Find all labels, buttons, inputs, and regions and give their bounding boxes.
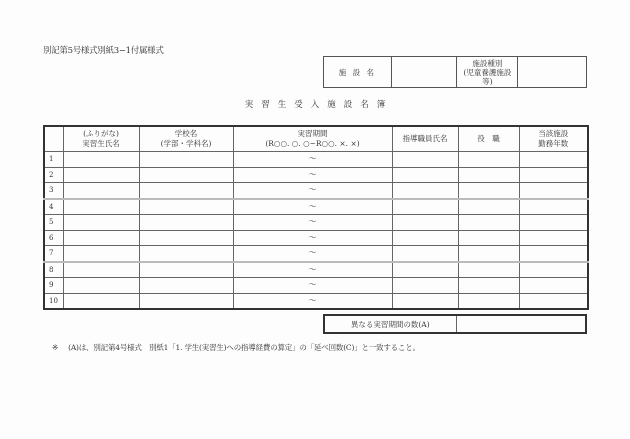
header-instructor: 指導職員氏名 xyxy=(392,126,458,152)
instructor-field[interactable] xyxy=(392,199,458,215)
school-field[interactable] xyxy=(139,278,233,294)
period-field[interactable]: ～ xyxy=(233,262,392,278)
row-number: 5 xyxy=(44,215,63,231)
facility-type-label-line: (児童養護施設 xyxy=(463,67,512,77)
form-code: 別記第5号様式別紙3−1付属様式 xyxy=(43,46,164,56)
header-position: 役 職 xyxy=(458,126,519,152)
school-field[interactable] xyxy=(139,230,233,246)
facility-name-field[interactable] xyxy=(391,57,457,88)
row-number: 6 xyxy=(44,230,63,246)
summary-value-field[interactable] xyxy=(456,315,586,333)
header-line: 当該施設 xyxy=(538,129,569,138)
facility-info-box xyxy=(323,56,587,88)
header-line: 実習期間 xyxy=(297,129,328,138)
position-field[interactable] xyxy=(458,167,519,183)
row-number: 7 xyxy=(44,246,63,262)
position-field[interactable] xyxy=(458,199,519,215)
facility-type-label-line: 施設種別 xyxy=(472,58,503,68)
period-field[interactable]: ～ xyxy=(233,278,392,294)
school-field[interactable] xyxy=(139,262,233,278)
table-header-row xyxy=(44,126,588,152)
trainee-table xyxy=(43,125,589,310)
note-text: (A)は、別記第4号様式 別紙1「1. 学生(実習生)への指導経費の算定」の「延べ回数(C)」と一致すること。 xyxy=(68,343,420,352)
facility-type-label xyxy=(457,57,518,88)
instructor-field[interactable] xyxy=(392,167,458,183)
table-row xyxy=(44,293,588,309)
header-school xyxy=(139,126,233,152)
table-row xyxy=(44,167,588,183)
instructor-field[interactable] xyxy=(392,215,458,231)
table-row xyxy=(44,230,588,246)
trainee-name-field[interactable] xyxy=(63,278,139,294)
header-line: (R○○. ○. ○~R○○. ×. ×) xyxy=(265,139,360,148)
period-field[interactable]: ～ xyxy=(233,215,392,231)
trainee-name-field[interactable] xyxy=(63,199,139,215)
header-line: 勤務年数 xyxy=(538,139,569,148)
trainee-name-field[interactable] xyxy=(63,293,139,309)
years-field[interactable] xyxy=(519,230,588,246)
row-number: 3 xyxy=(44,183,63,199)
trainee-name-field[interactable] xyxy=(63,167,139,183)
facility-type-label-line: 等) xyxy=(482,76,493,86)
table-row xyxy=(44,215,588,231)
trainee-name-field[interactable] xyxy=(63,246,139,262)
position-field[interactable] xyxy=(458,183,519,199)
instructor-field[interactable] xyxy=(392,278,458,294)
years-field[interactable] xyxy=(519,246,588,262)
school-field[interactable] xyxy=(139,183,233,199)
header-no xyxy=(44,126,63,152)
header-line: 実習生氏名 xyxy=(82,139,120,148)
trainee-name-field[interactable] xyxy=(63,230,139,246)
trainee-name-field[interactable] xyxy=(63,152,139,168)
header-trainee-name xyxy=(63,126,139,152)
instructor-field[interactable] xyxy=(392,293,458,309)
years-field[interactable] xyxy=(519,152,588,168)
instructor-field[interactable] xyxy=(392,230,458,246)
years-field[interactable] xyxy=(519,293,588,309)
trainee-name-field[interactable] xyxy=(63,183,139,199)
summary-label: 異なる実習期間の数(A) xyxy=(324,315,456,333)
school-field[interactable] xyxy=(139,246,233,262)
table-row xyxy=(44,262,588,278)
row-number: 10 xyxy=(44,293,63,309)
years-field[interactable] xyxy=(519,199,588,215)
summary-box xyxy=(323,314,587,334)
header-line: (学部・学科名) xyxy=(160,139,212,148)
position-field[interactable] xyxy=(458,230,519,246)
years-field[interactable] xyxy=(519,167,588,183)
instructor-field[interactable] xyxy=(392,152,458,168)
position-field[interactable] xyxy=(458,215,519,231)
page-title: 実習生受入施設名簿 xyxy=(244,100,394,110)
header-line: (ふりがな) xyxy=(83,129,119,138)
school-field[interactable] xyxy=(139,215,233,231)
period-field[interactable]: ～ xyxy=(233,167,392,183)
instructor-field[interactable] xyxy=(392,246,458,262)
school-field[interactable] xyxy=(139,199,233,215)
note-mark: ※ xyxy=(52,343,59,352)
instructor-field[interactable] xyxy=(392,262,458,278)
row-number: 9 xyxy=(44,278,63,294)
period-field[interactable]: ～ xyxy=(233,152,392,168)
position-field[interactable] xyxy=(458,152,519,168)
header-years xyxy=(519,126,588,152)
period-field[interactable]: ～ xyxy=(233,199,392,215)
row-number: 2 xyxy=(44,167,63,183)
period-field[interactable]: ～ xyxy=(233,246,392,262)
period-field[interactable]: ～ xyxy=(233,293,392,309)
school-field[interactable] xyxy=(139,167,233,183)
years-field[interactable] xyxy=(519,215,588,231)
trainee-name-field[interactable] xyxy=(63,262,139,278)
facility-type-field[interactable] xyxy=(518,57,587,88)
school-field[interactable] xyxy=(139,293,233,309)
row-number: 1 xyxy=(44,152,63,168)
facility-name-label: 施 設 名 xyxy=(324,57,392,88)
position-field[interactable] xyxy=(458,278,519,294)
position-field[interactable] xyxy=(458,262,519,278)
years-field[interactable] xyxy=(519,262,588,278)
table-row xyxy=(44,152,588,168)
trainee-name-field[interactable] xyxy=(63,215,139,231)
table-row xyxy=(44,246,588,262)
position-field[interactable] xyxy=(458,246,519,262)
school-field[interactable] xyxy=(139,152,233,168)
years-field[interactable] xyxy=(519,278,588,294)
header-line: 学校名 xyxy=(174,129,198,138)
header-period xyxy=(233,126,392,152)
row-number: 4 xyxy=(44,199,63,215)
period-field[interactable]: ～ xyxy=(233,183,392,199)
table-row xyxy=(44,199,588,215)
row-number: 8 xyxy=(44,262,63,278)
position-field[interactable] xyxy=(458,293,519,309)
period-field[interactable]: ～ xyxy=(233,230,392,246)
footnote xyxy=(52,342,420,353)
table-row xyxy=(44,183,588,199)
table-row xyxy=(44,278,588,294)
instructor-field[interactable] xyxy=(392,183,458,199)
years-field[interactable] xyxy=(519,183,588,199)
